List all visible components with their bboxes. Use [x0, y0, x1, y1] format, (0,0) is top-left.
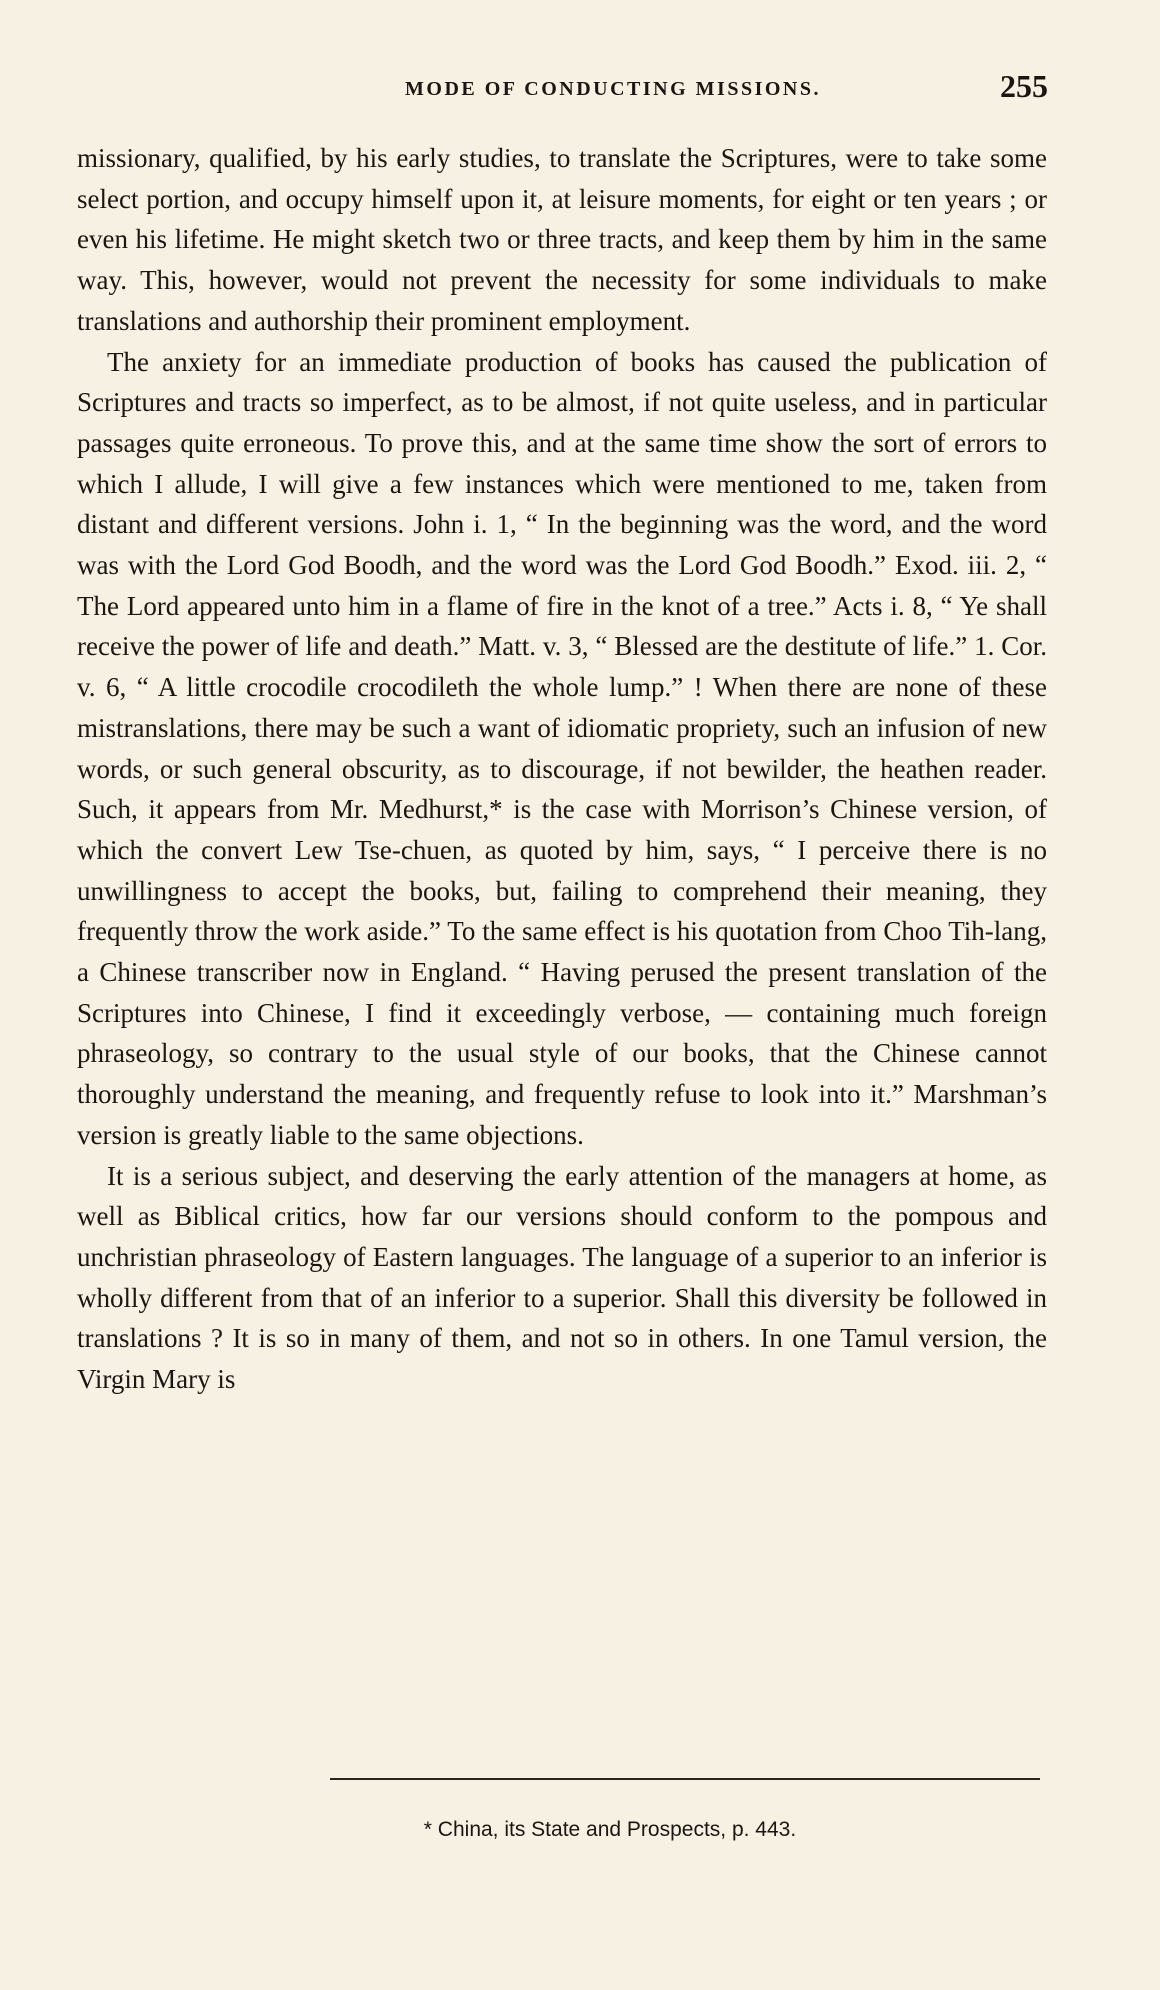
- footnote: * China, its State and Prospects, p. 443.: [423, 1818, 797, 1841]
- body-text: [77, 138, 1047, 1400]
- running-head: MODE OF CONDUCTING MISSIONS.: [405, 78, 821, 100]
- footnote-divider: [330, 1778, 1040, 1780]
- page-number: 255: [1000, 68, 1048, 104]
- page-header: [78, 68, 1048, 118]
- paragraph-phraseology: It is a serious subject, and deserving the early attention of the managers at home, as well as Biblical critics, how far our versions should conform to the pompous and unchristian phraseology of Eastern languages. The language of a superior to an inferior is wholly different from that of an inferior to a superior. Shall this diversity be followed in translations ? It is so in many of them, and not so in others. In one Tamul version, the Virgin Mary is: [77, 1160, 1047, 1395]
- paragraph-mistranslations: The anxiety for an immediate production of books has caused the publication of Scriptures and tracts so imperfect, as to be almost, if not quite useless, and in particular passages quite erroneous. To prove this, and at the same time show the sort of errors to which I allude, I will give a few instances which were mentioned to me, taken from distant and different versions. John i. 1, “ In the beginning was the word, and the word was with the Lord God Boodh, and the word was the Lord God Boodh.” Exod. iii. 2, “ The Lord appeared unto him in a flame of fire in the knot of a tree.” Acts i. 8, “ Ye shall receive the power of life and death.” Matt. v. 3, “ Blessed are the destitute of life.” 1. Cor. v. 6, “ A little crocodile crocodileth the whole lump.” ! When there are none of these mistranslations, there may be such a want of idiomatic propriety, such an infusion of new words, or such general obscurity, as to discourage, if not bewilder, the heathen reader. Such, it appears from Mr. Medhurst,* is the case with Morrison’s Chinese version, of which the convert Lew Tse-chuen, as quoted by him, says, “ I perceive there is no unwillingness to accept the books, but, failing to comprehend their meaning, they frequently throw the work aside.” To the same effect is his quotation from Choo Tih-lang, a Chinese transcriber now in England. “ Having perused the present translation of the Scriptures into Chinese, I find it exceedingly verbose, — containing much foreign phraseology, so contrary to the usual style of our books, that the Chinese cannot thoroughly understand the meaning, and frequently refuse to look into it.” Marshman’s version is greatly liable to the same objections.: [77, 346, 1047, 1150]
- paragraph-continued: missionary, qualified, by his early studies, to translate the Scriptures, were to take some select portion, and occupy himself upon it, at leisure moments, for eight or ten years ; or even his lifetime. He might sketch two or three tracts, and keep them by him in the same way. This, however, would not prevent the necessity for some individuals to make translations and authorship their prominent employment.: [77, 143, 1047, 336]
